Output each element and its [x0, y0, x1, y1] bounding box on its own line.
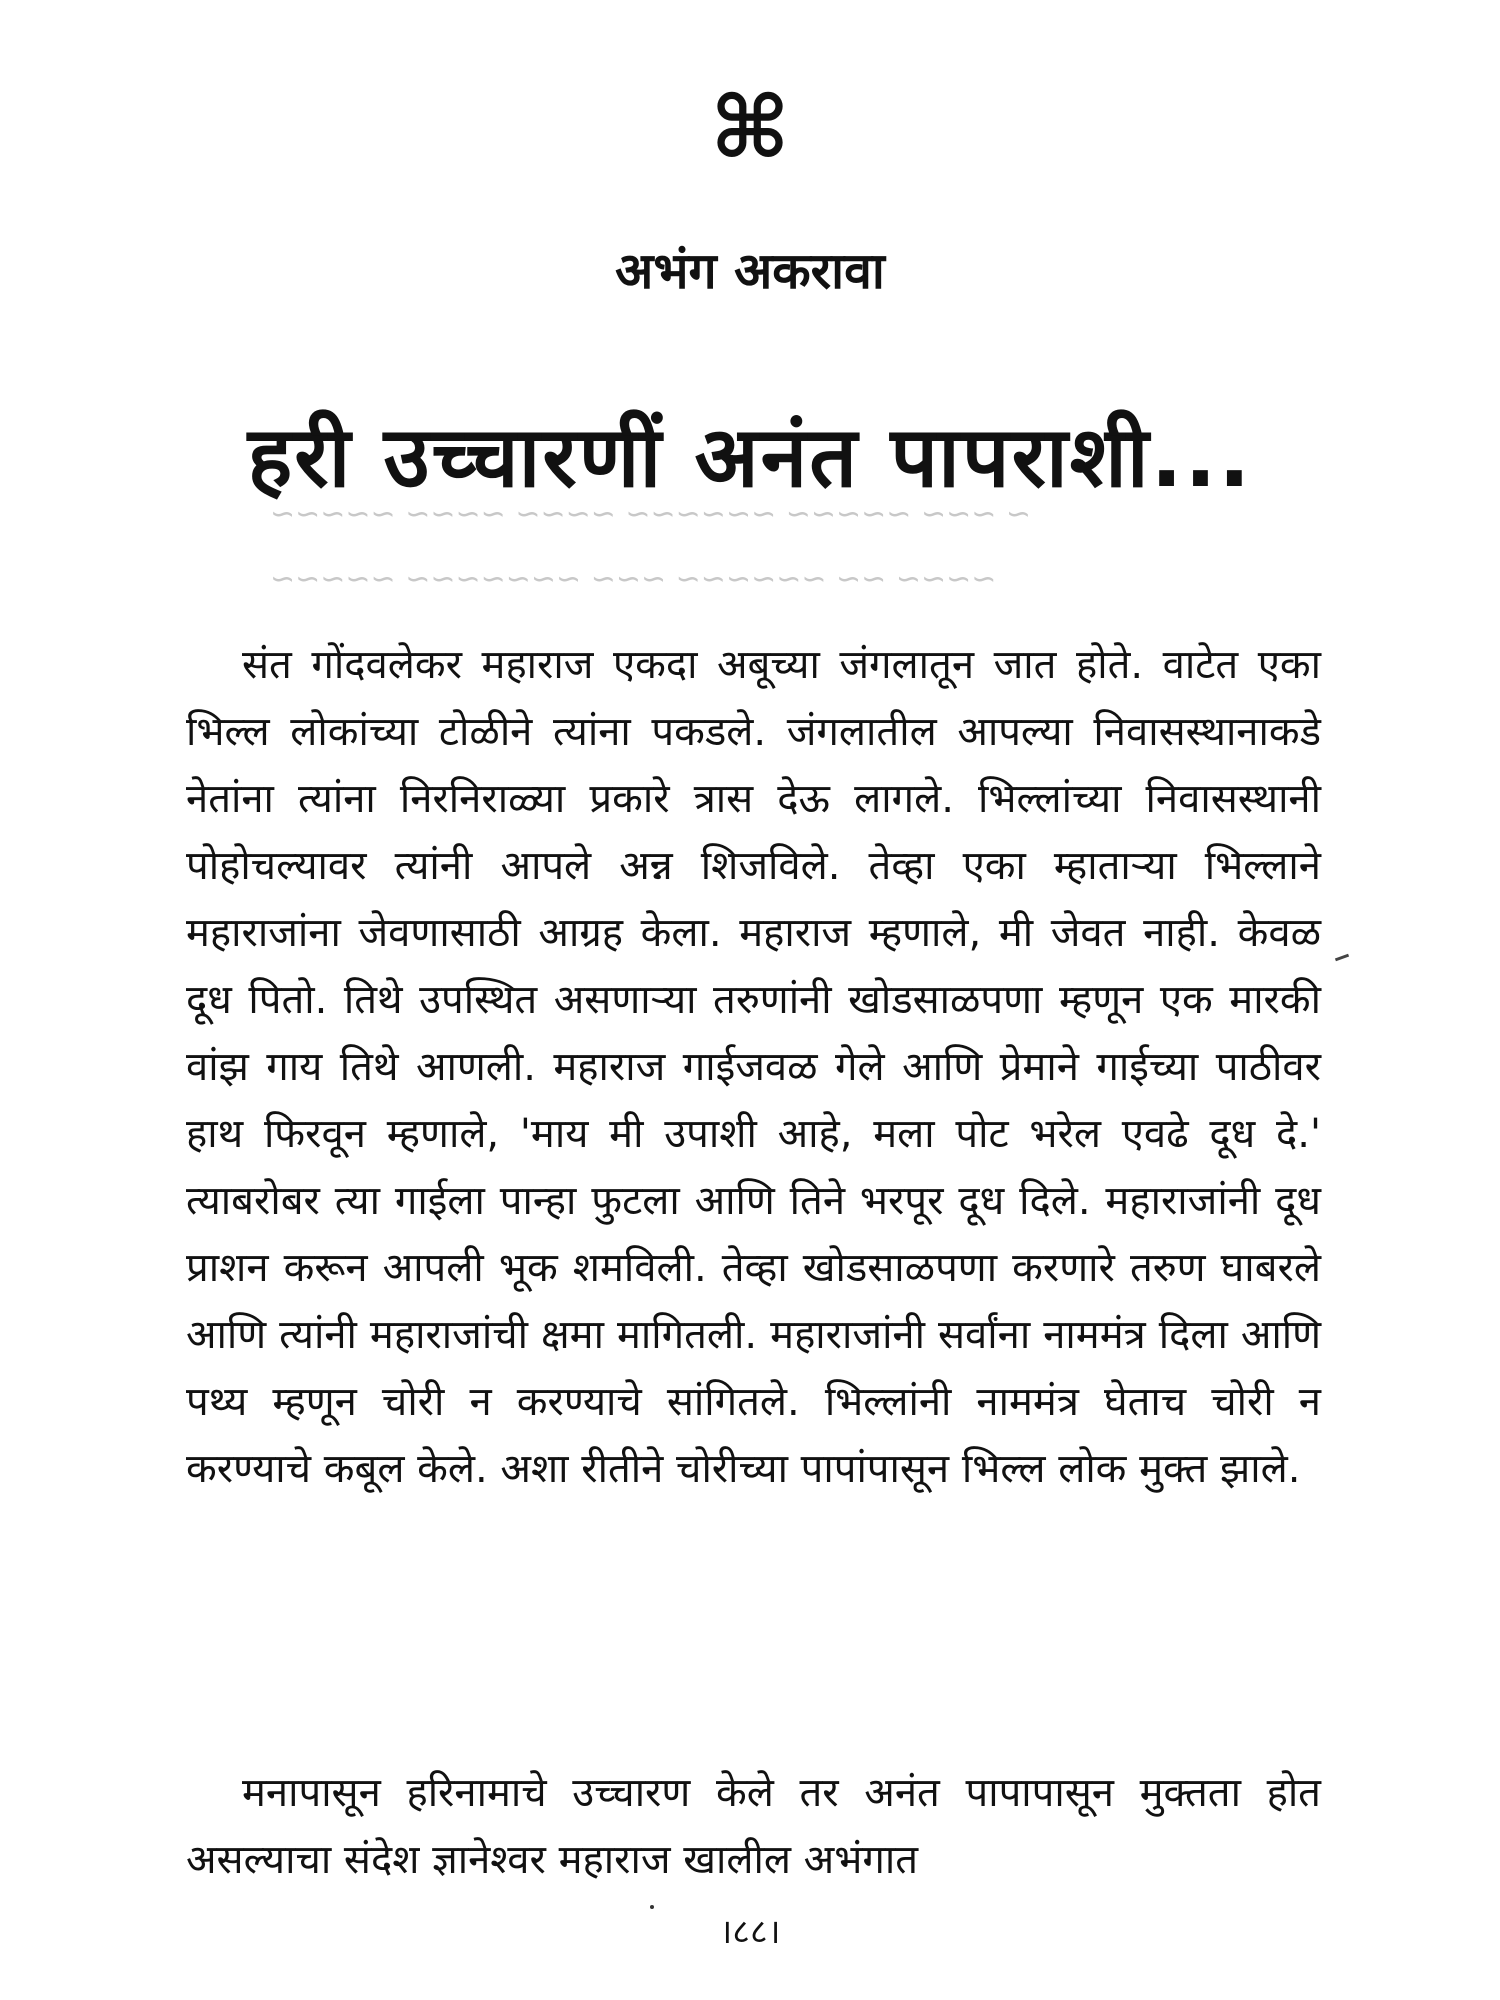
chapter-title: हरी उच्चारणीं अनंत पापराशी... [247, 408, 1253, 506]
stray-ink-dot [650, 1905, 654, 1909]
body-paragraph: संत गोंदवलेकर महाराज एकदा अबूच्या जंगलातून जात होते. वाटेत एका भिल्ल लोकांच्या टोळीने त्यांना पकडले. जंगलातील आपल्या निवासस्थानाकडे नेतांना त्यांना निरनिराळ्या प्रकारे त्रास देऊ लागले. भिल्लांच्या निवासस्थानी पोहोचल्यावर त्यांनी आपले अन्न शिजविले. तेव्हा एका म्हाताऱ्या भिल्लाने महाराजांना जेवणासाठी आग्रह केला. महाराज म्हणाले, मी जेवत नाही. केवळ दूध पितो. तिथे उपस्थित असणाऱ्या तरुणांनी खोडसाळपणा म्हणून एक मारकी वांझ गाय तिथे आणली. महाराज गाईजवळ गेले आणि प्रेमाने गाईच्या पाठीवर हाथ फिरवून म्हणाले, 'माय मी उपाशी आहे, मला पोट भरेल एवढे दूध दे.' त्याबरोबर त्या गाईला पान्हा फुटला आणि तिने भरपूर दूध दिले. महाराजांनी दूध प्राशन करून आपली भूक शमविली. तेव्हा खोडसाळपणा करणारे तरुण घाबरले आणि त्यांनी महाराजांची क्षमा मागितली. महाराजांनी सर्वांना नाममंत्र दिला आणि पथ्य म्हणून चोरी न करण्याचे सांगितले. भिल्लांनी नाममंत्र घेताच चोरी न करण्याचे कबूल केले. अशा रीतीने चोरीच्या पापांपासून भिल्ल लोक मुक्त झाले. [186, 642, 1321, 1492]
stray-ink-mark [1335, 954, 1349, 962]
command-ornament-icon: ⌘ [710, 78, 790, 178]
body-paragraph: मनापासून हरिनामाचे उच्चारण केले तर अनंत पापापासून मुक्तता होत असल्याचा संदेश ज्ञानेश्वर महाराज खालील अभंगात [186, 1770, 1321, 1883]
bleed-through-text: ~ ~~~ ~~~~~ ~~~~~~ ~~~~ ~~~~ ~~~~~ [270, 497, 1032, 532]
page-number: ।८८। [719, 1912, 781, 1952]
bleed-through-text: ~~~~ ~~ ~~~~~~ ~~~ ~~~~~~~ ~~~~~ [270, 562, 997, 597]
chapter-subtitle: अभंग अकरावा [615, 242, 885, 300]
